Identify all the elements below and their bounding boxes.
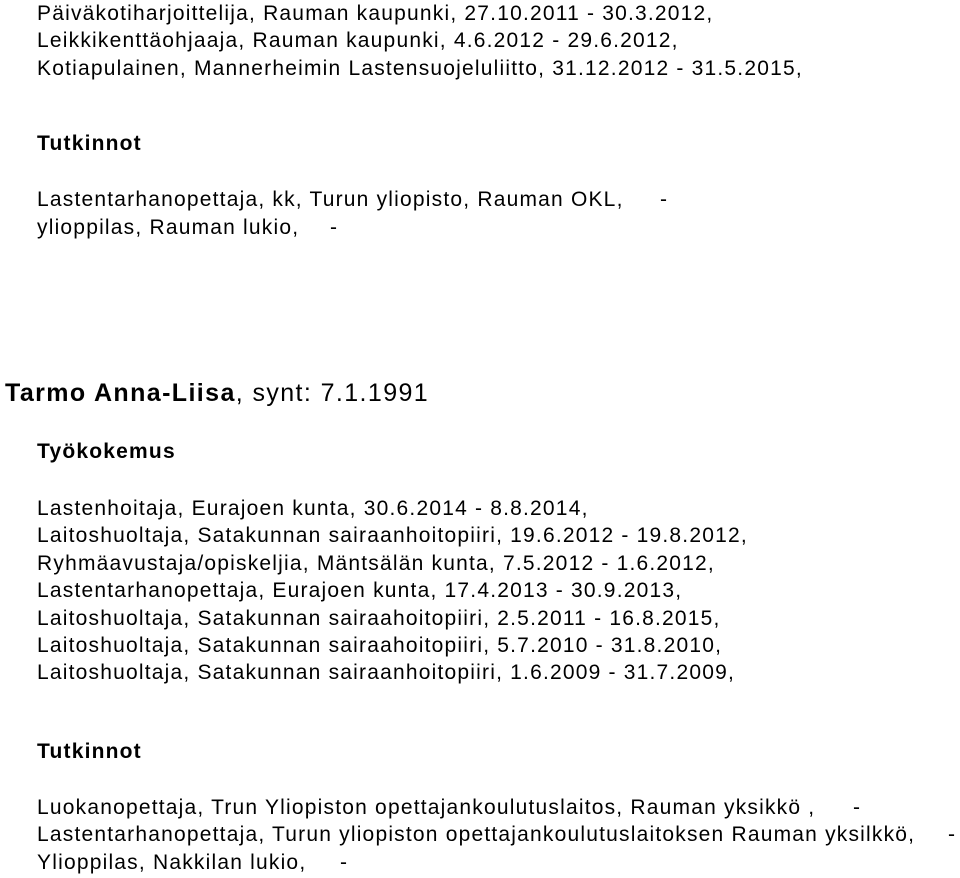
work-item: Leikkikenttäohjaaja, Rauman kaupunki, 4.6.2012 - 29.6.2012, xyxy=(37,29,679,53)
work-item: Ryhmäavustaja/opiskeljia, Mäntsälän kunta, 7.5.2012 - 1.6.2012, xyxy=(37,551,715,575)
previous-degrees-list xyxy=(37,186,960,242)
degree-text: Lastentarhanopettaja, kk, Turun yliopisto, Rauman OKL, xyxy=(37,188,624,211)
degree-year: - xyxy=(948,823,957,847)
degree-item xyxy=(37,849,960,876)
degree-year: - xyxy=(853,796,862,819)
work-experience-list xyxy=(37,495,960,687)
previous-work-list xyxy=(37,0,960,82)
degree-text: Ylioppilas, Nakkilan lukio, xyxy=(37,850,307,874)
person-name: Tarmo Anna-Liisa xyxy=(5,379,236,407)
work-item: Lastenhoitaja, Eurajoen kunta, 30.6.2014 - 8.8.2014, xyxy=(37,497,589,520)
work-item: Laitoshuoltaja, Satakunnan sairaahoitopiiri, 2.5.2011 - 16.8.2015, xyxy=(37,606,721,630)
degree-text: Luokanopettaja, Trun Yliopiston opettajankoulutuslaitos, Rauman yksikkö , xyxy=(37,796,816,819)
degrees-heading: Tutkinnot xyxy=(37,740,142,763)
degree-item xyxy=(37,821,960,848)
person-birthdate: , synt: 7.1.1991 xyxy=(235,379,430,407)
work-item: Laitoshuoltaja, Satakunnan sairaanhoitopiiri, 1.6.2009 - 31.7.2009, xyxy=(37,661,736,685)
degrees-heading: Tutkinnot xyxy=(37,132,142,155)
work-item: Lastentarhanopettaja, Eurajoen kunta, 17.4.2013 - 30.9.2013, xyxy=(37,579,683,603)
degrees-list xyxy=(37,794,960,876)
work-experience-heading: Työkokemus xyxy=(37,440,176,463)
degree-year: - xyxy=(330,216,339,239)
work-item: Kotiapulainen, Mannerheimin Lastensuojeluliitto, 31.12.2012 - 31.5.2015, xyxy=(37,56,803,80)
degree-item xyxy=(37,794,960,821)
work-item: Päiväkotiharjoittelija, Rauman kaupunki, 27.10.2011 - 30.3.2012, xyxy=(37,2,714,25)
person-heading xyxy=(5,378,429,408)
degree-item xyxy=(37,186,960,214)
degree-year: - xyxy=(660,188,669,211)
work-item: Laitoshuoltaja, Satakunnan sairaanhoitopiiri, 19.6.2012 - 19.8.2012, xyxy=(37,524,748,548)
degree-item xyxy=(37,214,960,242)
work-item: Laitoshuoltaja, Satakunnan sairaahoitopiiri, 5.7.2010 - 31.8.2010, xyxy=(37,633,723,657)
degree-text: Lastentarhanopettaja, Turun yliopiston opettajankoulutuslaitoksen Rauman yksilkkö, xyxy=(37,823,916,847)
degree-year: - xyxy=(340,850,349,874)
degree-text: ylioppilas, Rauman lukio, xyxy=(37,216,300,239)
